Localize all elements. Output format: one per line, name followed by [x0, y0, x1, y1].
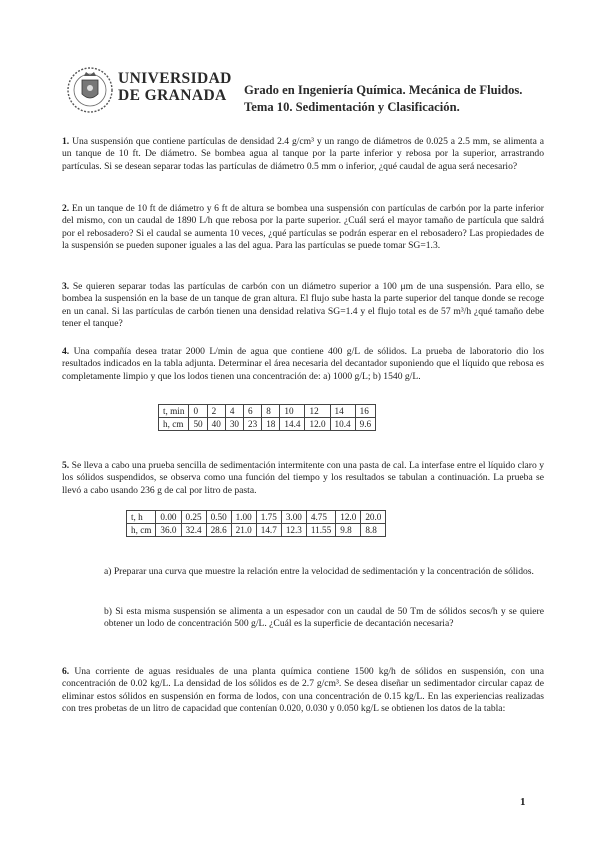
problem-number: 2. — [62, 203, 70, 214]
problem-2 — [62, 203, 544, 253]
table-cell: 12.3 — [281, 524, 306, 537]
table-row — [127, 511, 386, 524]
table-cell: 8 — [262, 405, 280, 418]
table-cell: 11.55 — [306, 524, 335, 537]
problem-number: 4. — [62, 346, 70, 357]
problem-text: Una suspensión que contiene partículas de densidad 2.4 g/cm³ y un rango de diámetros de 0.025 a 2.5 mm, se alimenta a un tanque de 10 ft. De diámetro. Se bombea agua al tanque por la parte inferior y rebosa por la superior, arrastrando partículas. Si se desean separar todas las partículas de diámetro 0.5 mm o inferior, ¿qué caudal de agua será necesario? — [62, 136, 544, 172]
table-cell: 8.8 — [361, 524, 386, 537]
table-cell: 40 — [207, 418, 225, 431]
table-cell: 6 — [244, 405, 262, 418]
table-cell: 32.4 — [181, 524, 206, 537]
problem-text: Se lleva a cabo una prueba sencilla de sedimentación intermitente con una pasta de cal. La interfase entre el líquido claro y los sólidos suspendidos, se observa como una función del tiempo y los resultados se tabulan a continuación. La prueba se llevó a cabo usando 236 g de cal por litro de pasta. — [62, 460, 545, 496]
table-cell: 1.75 — [256, 511, 281, 524]
problem-text: Una corriente de aguas residuales de una planta química contiene 1500 kg/h de sólidos en suspensión, con una concentración de 0.02 kg/L. La densidad de los sólidos es de 2.7 g/cm³. Se desea diseñar un sedimentador circular capaz de eliminar estos sólidos en suspensión en forma de lodos, con una concentración de 0.15 kg/L. En las experiencias realizadas con tres probetas de un litro de capacidad que contenían 0.020, 0.030 y 0.050 kg/L se obtienen los datos de la tabla: — [62, 666, 544, 715]
university-line-2: DE GRANADA — [118, 87, 227, 104]
university-line-1: UNIVERSIDAD — [118, 70, 232, 87]
table-cell: 28.6 — [206, 524, 231, 537]
table-cell: 50 — [189, 418, 207, 431]
table-cell: h, cm — [127, 524, 156, 537]
table-cell: 4 — [225, 405, 243, 418]
table-cell: 0.50 — [206, 511, 231, 524]
problem-text: En un tanque de 10 ft de diámetro y 6 ft de altura se bombea una suspensión con partículas de carbón por la parte inferior del mismo, con un caudal de 1890 L/h que rebosa por la parte superior. ¿Cuál será el mayor tamaño de partícula que saldrá por el rebosadero? Si el caudal se aumenta 10 veces, ¿qué partículas se podrán esperar en el rebosadero? Las propiedades de la suspensión se pueden suponer iguales a las del agua. Para las partículas se puede tomar SG=1.3. — [62, 203, 544, 252]
table-cell: 30 — [225, 418, 243, 431]
course-title: Grado en Ingeniería Química. Mecánica de Fluidos. — [244, 83, 523, 97]
table-cell: 3.00 — [281, 511, 306, 524]
problem-3 — [62, 281, 544, 331]
table-row — [159, 405, 376, 418]
table-cell: 10 — [280, 405, 305, 418]
table-cell: 23 — [244, 418, 262, 431]
table-cell: 9.8 — [336, 524, 361, 537]
table-cell: 0 — [189, 405, 207, 418]
table-cell: h, cm — [159, 418, 189, 431]
table-cell: 14.7 — [256, 524, 281, 537]
table-cell: 12.0 — [336, 511, 361, 524]
university-name — [118, 70, 232, 104]
table-cell: 16 — [355, 405, 375, 418]
problem-number: 1. — [62, 136, 70, 147]
problem-text: Se quieren separar todas las partículas de carbón con un diámetro superior a 100 μm de una suspensión. Para ello, se bombea la suspensión en la base de un tanque de gran altura. El flujo sube hasta la parte superior del tanque donde se recoge en un canal. Si las partículas de carbón tienen una densidad relativa SG=1.4 y el flujo total es de 57 m³/h ¿qué tamaño debe tener el tanque? — [62, 281, 544, 330]
table-row — [159, 418, 376, 431]
table-cell: 14 — [330, 405, 355, 418]
table-cell: 0.00 — [156, 511, 181, 524]
problem-5 — [62, 460, 544, 497]
topic-title: Tema 10. Sedimentación y Clasificación. — [244, 100, 460, 114]
table-cell: 4.75 — [306, 511, 335, 524]
table-cell: 18 — [262, 418, 280, 431]
problem-text: Una compañía desea tratar 2000 L/min de agua que contiene 400 g/L de sólidos. La prueba de laboratorio dio los resultados indicados en la tabla adjunta. Determinar el área necesaria del decantador suponiendo que el líquido que rebosa es completamente limpio y que los lodos tienen una concentración de: a) 1000 g/L; b) 1540 g/L. — [62, 346, 545, 382]
problem-number: 5. — [62, 460, 70, 471]
table-cell: 12 — [305, 405, 330, 418]
table-cell: 9.6 — [355, 418, 375, 431]
table-cell: 10.4 — [330, 418, 355, 431]
table-cell: 36.0 — [156, 524, 181, 537]
table-cell: 14.4 — [280, 418, 305, 431]
table-row — [127, 524, 386, 537]
table-cell: t, min — [159, 405, 189, 418]
table-cell: 21.0 — [231, 524, 256, 537]
university-crest — [66, 64, 114, 116]
table-cell: 0.25 — [181, 511, 206, 524]
table-cell: t, h — [127, 511, 156, 524]
table-settling-5 — [126, 510, 386, 537]
problem-5a: a) Preparar una curva que muestre la relación entre la velocidad de sedimentación y la concentración de sólidos. — [104, 566, 534, 577]
table-settling-4 — [158, 404, 376, 431]
table-cell: 1.00 — [231, 511, 256, 524]
page-number: 1 — [520, 796, 526, 808]
table-cell: 20.0 — [361, 511, 386, 524]
problem-4 — [62, 346, 544, 383]
problem-number: 3. — [62, 281, 70, 292]
problem-6 — [62, 666, 544, 716]
table-cell: 12.0 — [305, 418, 330, 431]
problem-1 — [62, 136, 544, 173]
problem-number: 6. — [62, 666, 70, 677]
problem-5b: b) Si esta misma suspensión se alimenta a un espesador con un caudal de 50 Tm de sólidos secos/h y se quiere obtener un lodo de concentración 500 g/L. ¿Cuál es la superficie de decantación necesaria? — [104, 606, 544, 630]
document-header — [244, 82, 522, 116]
table-cell: 2 — [207, 405, 225, 418]
